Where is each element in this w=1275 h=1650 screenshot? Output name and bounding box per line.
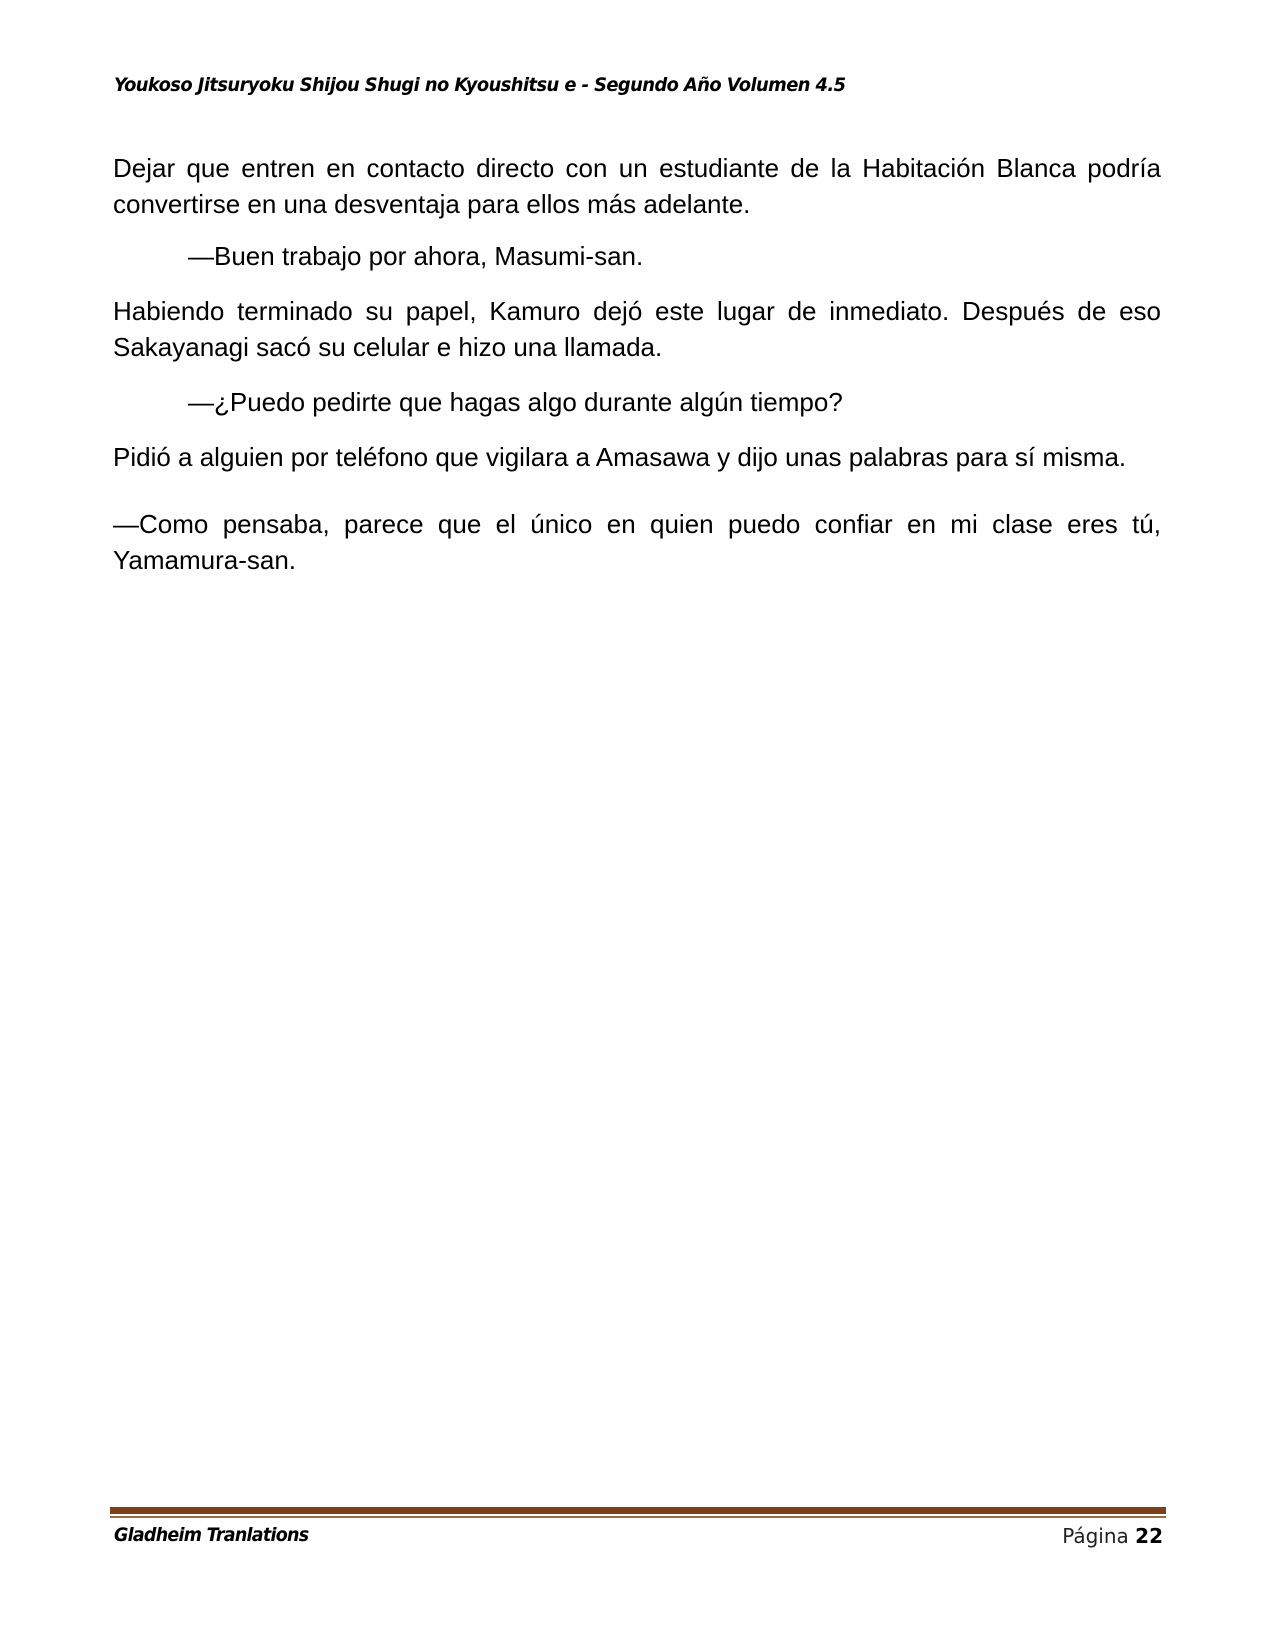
paragraph: Habiendo terminado su papel, Kamuro dejó este lugar de inmediato. Después de eso Sakayanagi sacó su celular e hizo una llamada. bbox=[113, 296, 1161, 362]
dialogue-paragraph: —Como pensaba, parece que el único en quien puedo confiar en mi clase eres tú, Yamamura-san. bbox=[113, 509, 1161, 575]
page-label: Página bbox=[1062, 1524, 1129, 1548]
paragraph: Dejar que entren en contacto directo con un estudiante de la Habitación Blanca podría convertirse en una desventaja para ellos más adelante. bbox=[113, 153, 1161, 219]
body-text bbox=[113, 150, 1161, 578]
dialogue-paragraph: —¿Puedo pedirte que hagas algo durante algún tiempo? bbox=[188, 387, 843, 417]
page-number: 22 bbox=[1135, 1524, 1163, 1548]
dialogue-paragraph: —Buen trabajo por ahora, Masumi-san. bbox=[188, 241, 644, 271]
page-number-label bbox=[1062, 1524, 1163, 1548]
footer-publisher: Gladheim Tranlations bbox=[114, 1524, 309, 1546]
footer-divider bbox=[110, 1507, 1166, 1514]
paragraph: Pidió a alguien por teléfono que vigilara a Amasawa y dijo unas palabras para sí misma. bbox=[113, 442, 1127, 472]
footer-divider-thin bbox=[110, 1516, 1166, 1518]
running-header: Youkoso Jitsuryoku Shijou Shugi no Kyoushitsu e - Segundo Año Volumen 4.5 bbox=[114, 74, 846, 96]
